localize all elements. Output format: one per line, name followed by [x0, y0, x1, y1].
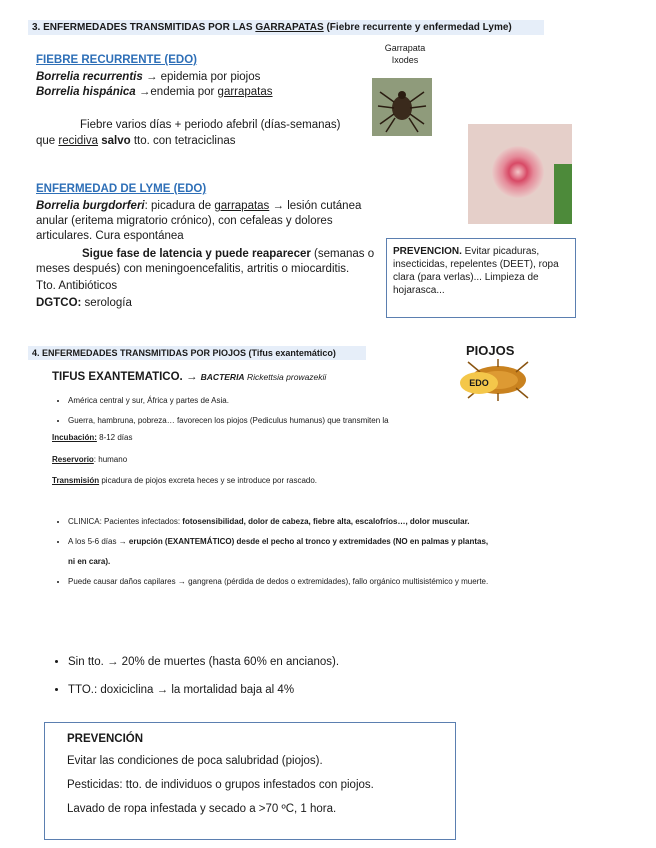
incubacion: Incubación: 8-12 días	[52, 433, 133, 442]
section-4-title: 4. ENFERMEDADES TRANSMITIDAS POR PIOJOS (Tifus exantemático)	[28, 346, 366, 360]
fiebre-line-2: que recidiva salvo tto. con tetraciclinas	[36, 135, 236, 147]
lyme-phase: Sigue fase de latencia y puede reaparecer (semanas o meses después) con meningoencefalitis, artritis o miocarditis.	[36, 248, 375, 275]
fiebre-heading: FIEBRE RECURRENTE (EDO)	[36, 54, 198, 66]
erythema-image	[468, 124, 572, 224]
prevencion-line: Pesticidas: tto. de individuos o grupos infestados con piojos.	[67, 779, 374, 791]
lyme-heading: ENFERMEDAD DE LYME (EDO)	[36, 183, 207, 195]
transmision: Transmisión picadura de piojos excreta heces y se introduce por rascado.	[52, 476, 318, 485]
tick-caption: Garrapata Ixodes	[384, 43, 426, 65]
lyme-description: Borrelia burgdorferi: picadura de garrapatas → lesión cutánea anular (eritema migratorio crónico), con cefaleas y dolores articulares. Cura espontánea	[36, 200, 362, 242]
list-item: • América central y sur, África y partes de Asia.	[68, 391, 504, 411]
borrelia-hispanica: Borrelia hispánica →endemia por garrapatas	[36, 86, 273, 98]
rash-icon	[468, 124, 572, 224]
list-item: • TTO.: doxiciclina → la mortalidad baja al 4%	[68, 676, 514, 704]
prevencion-line: Lavado de ropa infestada y secado a >70 ºC, 1 hora.	[67, 803, 337, 815]
list-item: • Puede causar daños capilares → gangrena (pérdida de dedos o extremidades), fallo orgánico multisistémico y muerte.	[68, 572, 494, 592]
prevencion-line: Evitar las condiciones de poca salubridad (piojos).	[67, 755, 323, 767]
fiebre-line-1: Fiebre varios días + periodo afebril (días-semanas)	[80, 119, 341, 131]
tick-image	[372, 78, 432, 136]
tick-icon	[372, 78, 432, 136]
list-item: • Sin tto. → 20% de muertes (hasta 60% en ancianos).	[68, 648, 514, 676]
tifus-bullets-3	[54, 648, 514, 704]
list-item: • CLINICA: Pacientes infectados: fotosensibilidad, dolor de cabeza, fiebre alta, escalofríos…, dolor muscular.	[68, 512, 494, 532]
list-item: • A los 5-6 días → erupción (EXANTEMÁTICO) desde el pecho al tronco y extremidades (NO en palmas y plantas, ni en cara).	[68, 532, 494, 572]
lyme-dgtco: DGTCO: serología	[36, 297, 132, 309]
piojos-label: PIOJOS	[466, 343, 515, 358]
prevencion-garrapatas-box: PREVENCION. Evitar picaduras, insecticidas, repelentes (DEET), ropa clara (para verlas)... Limpieza de hojarasca...	[386, 238, 576, 318]
section-3-title: 3. ENFERMEDADES TRANSMITIDAS POR LAS GARRAPATAS (Fiebre recurrente y enfermedad Lyme)	[28, 20, 544, 35]
reservorio: Reservorio: humano	[52, 455, 128, 464]
lyme-tto: Tto. Antibióticos	[36, 280, 118, 292]
tifus-bullets-1	[54, 391, 504, 431]
borrelia-recurrentis: Borrelia recurrentis → epidemia por piojos	[36, 71, 261, 83]
tifus-title: TIFUS EXANTEMATICO. → BACTERIA Rickettsia prowazekii	[52, 371, 327, 383]
tifus-bullets-2	[54, 512, 494, 592]
edo-badge: EDO	[460, 372, 498, 394]
list-item: • Guerra, hambruna, pobreza… favorecen los piojos (Pediculus humanus) que transmiten la	[68, 411, 504, 431]
prevencion-title: PREVENCIÓN	[67, 733, 144, 745]
prevencion-piojos-box	[44, 722, 456, 840]
